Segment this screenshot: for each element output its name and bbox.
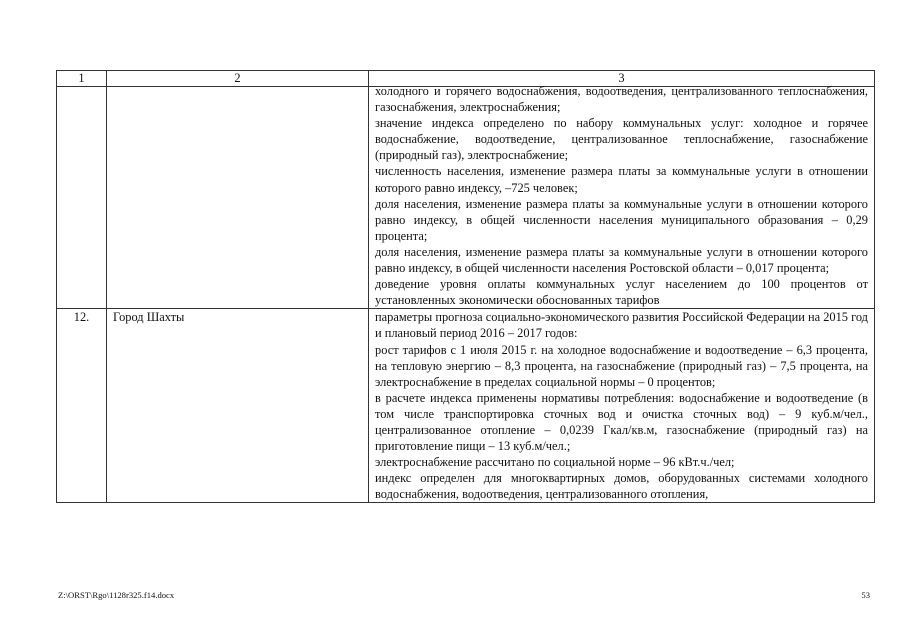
- footer-file-path: Z:\ORST\Rgo\1128r325.f14.docx: [58, 590, 175, 600]
- description-paragraph: доля населения, изменение размера платы за коммунальные услуги в отношении которого равно индексу, в общей численности населения Ростовской области – 0,017 процента;: [375, 244, 868, 276]
- header-col-1: 1: [57, 71, 107, 87]
- description-paragraph: холодного и горячего водоснабжения, водоотведения, централизованного теплоснабжения, газоснабжения, электроснабжения;: [375, 84, 868, 115]
- description-paragraph: электроснабжение рассчитано по социальной норме – 96 кВт.ч./чел;: [375, 455, 735, 470]
- description-paragraph: значение индекса определено по набору коммунальных услуг: холодное и горячее водоснабжение, водоотведение, централизованное теплоснабжение, газоснабжение (природный газ), электроснабжение;: [375, 116, 868, 163]
- row-municipality: [107, 87, 369, 309]
- description-paragraph: численность населения, изменение размера платы за коммунальные услуги в отношении которого равно индексу, –725 человек;: [375, 164, 868, 195]
- description-paragraph: рост тарифов с 1 июля 2015 г. на холодное водоснабжение и водоотведение – 6,3 процента, на тепловую энергию – 8,3 процента, на газоснабжение (природный газ) – 7,5 процента, на электроснабжение в пределах социальной нормы – 0 процентов;: [375, 342, 868, 389]
- table-row-shakhty: [57, 309, 875, 503]
- header-col-2: 2: [107, 71, 369, 87]
- description-paragraph: в расчете индекса применены нормативы потребления: водоснабжение и водоотведение (в том числе транспортировка сточных вод и очистка сточных вод) – 9 куб.м/чел., централизованное отопление – 0,0239 Гкал/кв.м, газоснабжение (природный газ) на приготовление пищи – 13 куб.м/чел.;: [375, 390, 868, 454]
- header-col-3: 3: [369, 71, 875, 87]
- footer-page-number: 53: [861, 590, 870, 600]
- table-row-continuation: [57, 87, 875, 309]
- description-paragraph: доля населения, изменение размера платы за коммунальные услуги в отношении которого равно индексу, в общей численности населения муниципального образования – 0,29 процента;: [375, 196, 868, 243]
- row-number: 12.: [57, 309, 107, 503]
- description-paragraph: параметры прогноза социально-экономического развития Российской Федерации на 2015 год и плановый период 2016 – 2017 годов:: [375, 310, 868, 341]
- row-description: [369, 309, 875, 503]
- description-paragraph: доведение уровня оплаты коммунальных услуг населением до 100 процентов от установленных экономически обоснованных тарифов: [375, 277, 868, 308]
- row-municipality: Город Шахты: [107, 309, 369, 503]
- row-number: [57, 87, 107, 309]
- document-table: [56, 70, 875, 503]
- description-paragraph: индекс определен для многоквартирных домов, оборудованных системами холодного водоснабжения, водоотведения, централизованного отопления,: [375, 471, 868, 502]
- row-description: [369, 84, 875, 309]
